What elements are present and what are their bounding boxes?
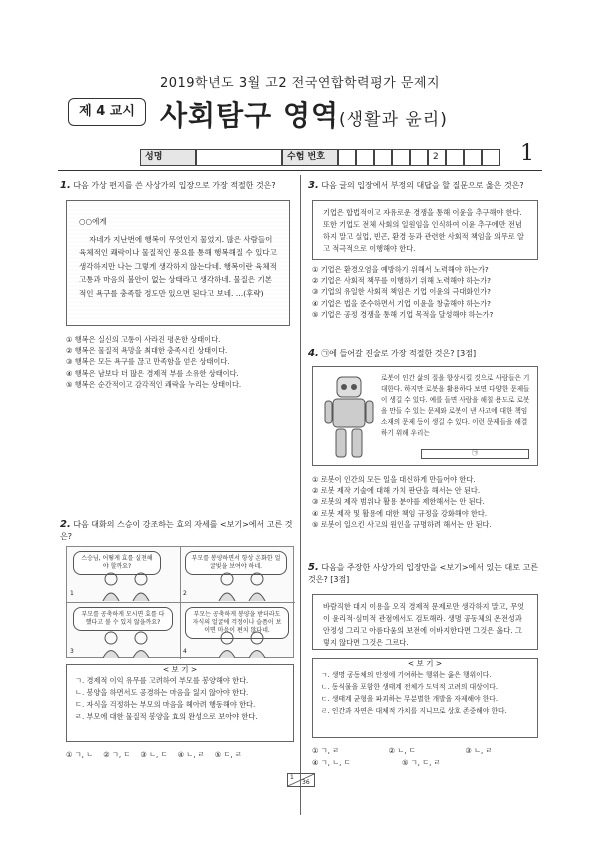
question-text: 다음 가상 편지를 쓴 사상가의 입장으로 가장 적절한 것은?: [73, 181, 276, 190]
question-2-answers: [66, 750, 298, 760]
option-3[interactable]: ③ 기업의 유일한 사회적 책임은 기업 이윤의 극대화인가?: [312, 287, 492, 297]
figures-illustration: [97, 629, 157, 658]
letter-salutation: ○○에게: [79, 217, 107, 226]
question-number: 4.: [308, 348, 319, 359]
question-4-options: [312, 474, 542, 530]
exam-number-label: 수험 번호: [282, 149, 338, 166]
exam-number-cell[interactable]: [482, 149, 500, 166]
bogi-items: [67, 675, 293, 727]
question-number: 2.: [60, 519, 71, 530]
page-indicator: [287, 773, 315, 787]
option-4[interactable]: ④ 기업은 법을 준수하면서 기업 이윤을 창출해야 하는가?: [312, 298, 492, 308]
figures-illustration: [97, 569, 157, 601]
header-rule: [58, 170, 542, 171]
panel-number: 1: [70, 590, 74, 597]
letter-body: 자네가 지난번에 행복이 무엇인지 물었지. 많은 사람들이 육체적인 쾌락이나 물질적인 풍요를 통해 행복해질 수 있다고 생각하지만 나는 그렇게 생각하지 않는다네. 행복이란 육체적 고통과 마음의 불안이 없는 상태라고 생각하네. 물질은 기본적인 욕구를 충족할 정도만 있으면 된다고 보네. …(후략): [79, 234, 277, 298]
bogi-item: ㄱ. 생명 공동체의 안정에 기여하는 행위는 옳은 행위이다.: [321, 671, 492, 679]
answer-2[interactable]: ② ㄴ, ㄷ: [388, 746, 416, 755]
option-3[interactable]: ③ 로봇의 제작 범위나 활용 분야를 제한해서는 안 된다.: [312, 497, 485, 507]
bogi-item: ㄴ. 동식물을 포함한 생태계 전체가 도덕적 고려의 대상이다.: [321, 683, 499, 691]
total-pages: 36: [302, 779, 310, 786]
question-3-prompt: [308, 180, 542, 192]
bogi-item: ㄷ. 생태계 균형을 파괴하는 무분별한 개발을 자제해야 한다.: [321, 695, 499, 703]
bogi-item: ㄷ. 자식을 걱정하는 부모의 마음을 헤아려 행동해야 한다.: [75, 700, 256, 709]
subject-subtitle: (생활과 윤리): [339, 110, 448, 130]
answer-3[interactable]: ③ ㄴ, ㄷ: [140, 750, 168, 759]
option-2[interactable]: ② 기업은 사회적 책무를 이행하기 위해 노력해야 하는가?: [312, 276, 492, 286]
page-number: 1: [520, 141, 534, 166]
name-label: 성명: [140, 149, 196, 166]
question-1-prompt: [60, 180, 292, 192]
panel-number: 2: [183, 590, 187, 597]
speech-bubble-student-2: 부모를 공축하게 모시면 효를 다했다고 볼 수 있지 않을까요?: [73, 607, 173, 631]
exam-number-cell[interactable]: [338, 149, 356, 166]
option-1[interactable]: ① 로봇이 인간의 모든 일을 대신하게 만들어야 한다.: [312, 475, 476, 484]
figures-illustration: [213, 629, 273, 658]
option-1[interactable]: ① 기업은 환경오염을 예방하기 위해서 노력해야 하는가?: [312, 265, 489, 274]
answer-1[interactable]: ① ㄱ, ㄴ: [66, 750, 94, 759]
answer-5[interactable]: ⑤ ㄱ, ㄷ, ㄹ: [402, 758, 441, 767]
column-divider: [300, 175, 301, 815]
period-badge: 제 4 교시: [68, 98, 146, 126]
figures-illustration: [213, 569, 273, 601]
question-4-prompt: [308, 348, 542, 360]
answer-1[interactable]: ① ㄱ, ㄹ: [312, 746, 340, 755]
robot-illustration: [323, 375, 375, 461]
option-2[interactable]: ② 로봇 제작 기술에 대해 가치 판단을 해서는 안 된다.: [312, 486, 481, 496]
bogi-box: [66, 664, 294, 742]
question-5-passage: 바람직한 대지 이용을 오직 경제적 문제로만 생각하지 말고, 무엇이 윤리적·심미적 관점에서도 검토해라. 생명 공동체의 온전성과 안정성 그리고 아름다움의 보전에 이바지한다면 그것은 옳다. 그렇지 않다면 그것은 그르다.: [312, 594, 538, 650]
exam-number-cell[interactable]: [392, 149, 410, 166]
option-1[interactable]: ① 행복은 실신의 고통이 사라진 평온한 상태이다.: [66, 335, 221, 344]
bogi-title: < 보 기 >: [162, 665, 198, 674]
panel-divider: [67, 602, 295, 603]
exam-title: 2019학년도 3월 고2 전국연합학력평가 문제지: [159, 76, 441, 91]
question-1-options: [66, 334, 296, 390]
option-5[interactable]: ⑤ 행복은 순간적이고 감각적인 쾌락을 누리는 상태이다.: [66, 379, 242, 389]
subject-name: 사회탐구 영역: [160, 99, 340, 132]
question-4-passage-box: [312, 366, 538, 466]
answer-3[interactable]: ③ ㄴ, ㄹ: [465, 746, 493, 755]
question-text: 다음 글의 입장에서 부정의 대답을 할 질문으로 옳은 것은?: [321, 181, 524, 190]
exam-number-cell[interactable]: [410, 149, 428, 166]
question-text: ㉠에 들어갈 진술로 가장 적절한 것은? [3점]: [321, 349, 477, 358]
candidate-info-row: [140, 149, 500, 166]
letter-passage: [66, 200, 290, 326]
panel-number: 3: [70, 648, 74, 655]
answer-2[interactable]: ② ㄱ, ㄷ: [103, 750, 131, 759]
answer-5[interactable]: ⑤ ㄷ, ㄹ: [214, 750, 242, 759]
option-2[interactable]: ② 행복은 물질적 욕망을 최대한 충족시킨 상태이다.: [66, 346, 228, 356]
question-2-prompt: [60, 519, 294, 543]
speech-bubble-student-1: 스승님, 어떻게 효를 실천해야 할까요?: [73, 551, 161, 575]
question-number: 5.: [308, 562, 319, 573]
option-3[interactable]: ③ 행복은 모든 욕구를 끊고 만족함을 얻은 상태이다.: [66, 357, 230, 367]
question-text: 다음을 주장한 사상가의 입장만을 <보기>에서 있는 대로 고른 것은? [3점]: [308, 563, 538, 584]
question-text: 다음 대화의 스승이 강조하는 효의 자세를 <보기>에서 고른 것은?: [60, 520, 293, 541]
blank-box: ㉠: [421, 449, 529, 459]
question-5-answers-row-2: [312, 758, 542, 768]
answer-4[interactable]: ④ ㄱ, ㄴ, ㄷ: [312, 758, 351, 767]
question-4-passage: 로봇이 인간 삶의 질을 향상시킬 것으로 사람들은 기대한다. 하지만 로봇을 활용하다 보면 다양한 문제들이 생길 수 있다. 예를 들면 사람을 해칠 용도로 로봇을 만들 수 있는 문제와 로봇이 낸 사고에 대한 책임 소재의 문제 등이 생길 수 있다. 이런 문제들을 해결하기 위해 우리는: [381, 374, 530, 437]
option-5[interactable]: ⑤ 기업은 공정 경쟁을 통해 기업 목적을 달성해야 하는가?: [312, 309, 494, 319]
bogi-items: [313, 669, 537, 721]
bogi-title: < 보 기 >: [407, 659, 443, 668]
bogi-item: ㄹ. 인간과 자연은 대체적 가치를 지니므로 상호 존중해야 한다.: [321, 707, 507, 715]
option-4[interactable]: ④ 로봇 제작 및 활용에 대한 책임 규정을 강화해야 한다.: [312, 508, 488, 518]
question-3-passage: 기업은 합법적이고 자유로운 경쟁을 통해 이윤을 추구해야 한다. 또한 기업도 전체 사회의 일원임을 인식하여 이윤 추구에만 전념하지 말고 실업, 빈곤, 환경 등과 관련한 사회적 책임을 의무로 알고 적극적으로 이행해야 한다.: [312, 200, 538, 260]
question-5-answers-row-1: [312, 746, 542, 756]
bogi-item: ㄴ. 봉양을 하면서도 공경하는 마음을 잃지 않아야 한다.: [75, 688, 249, 697]
panel-number: 4: [183, 648, 187, 655]
question-number: 3.: [308, 180, 319, 191]
speech-bubble-teacher-2: 부모는 공축하게 봉양을 받더라도 자식의 얼굴에 걱정이나 슬픔이 보이면 마음이 편치 않다네.: [185, 607, 289, 639]
bogi-item: ㄹ. 부모에 대한 물질적 봉양을 효의 완성으로 보아야 한다.: [75, 712, 258, 721]
name-field[interactable]: [196, 149, 282, 166]
exam-number-digit: 2: [428, 149, 446, 166]
exam-number-cell[interactable]: [464, 149, 482, 166]
option-5[interactable]: ⑤ 로봇이 일으킨 사고의 원인을 규명하려 해서는 안 된다.: [312, 519, 492, 529]
bogi-item: ㄱ. 경제적 이익 유무를 고려하여 부모를 봉양해야 한다.: [75, 676, 249, 685]
current-page: 1: [290, 774, 294, 781]
exam-number-cell[interactable]: [446, 149, 464, 166]
bogi-box: [312, 658, 538, 738]
option-4[interactable]: ④ 행복은 남보다 더 많은 경제적 부를 소유한 상태이다.: [66, 368, 239, 378]
question-3-options: [312, 264, 542, 320]
speech-bubble-teacher-1: 부모를 봉양하면서 항상 온화한 얼굴빛을 보여야 하네.: [185, 551, 287, 575]
question-5-prompt: [308, 562, 542, 586]
panel-divider: [180, 547, 181, 659]
subject-title: [160, 94, 448, 134]
exam-number-cell[interactable]: [356, 149, 374, 166]
answer-4[interactable]: ④ ㄴ, ㄹ: [177, 750, 205, 759]
exam-number-cell[interactable]: [374, 149, 392, 166]
cartoon-strip: [66, 546, 294, 658]
question-number: 1.: [60, 180, 71, 191]
